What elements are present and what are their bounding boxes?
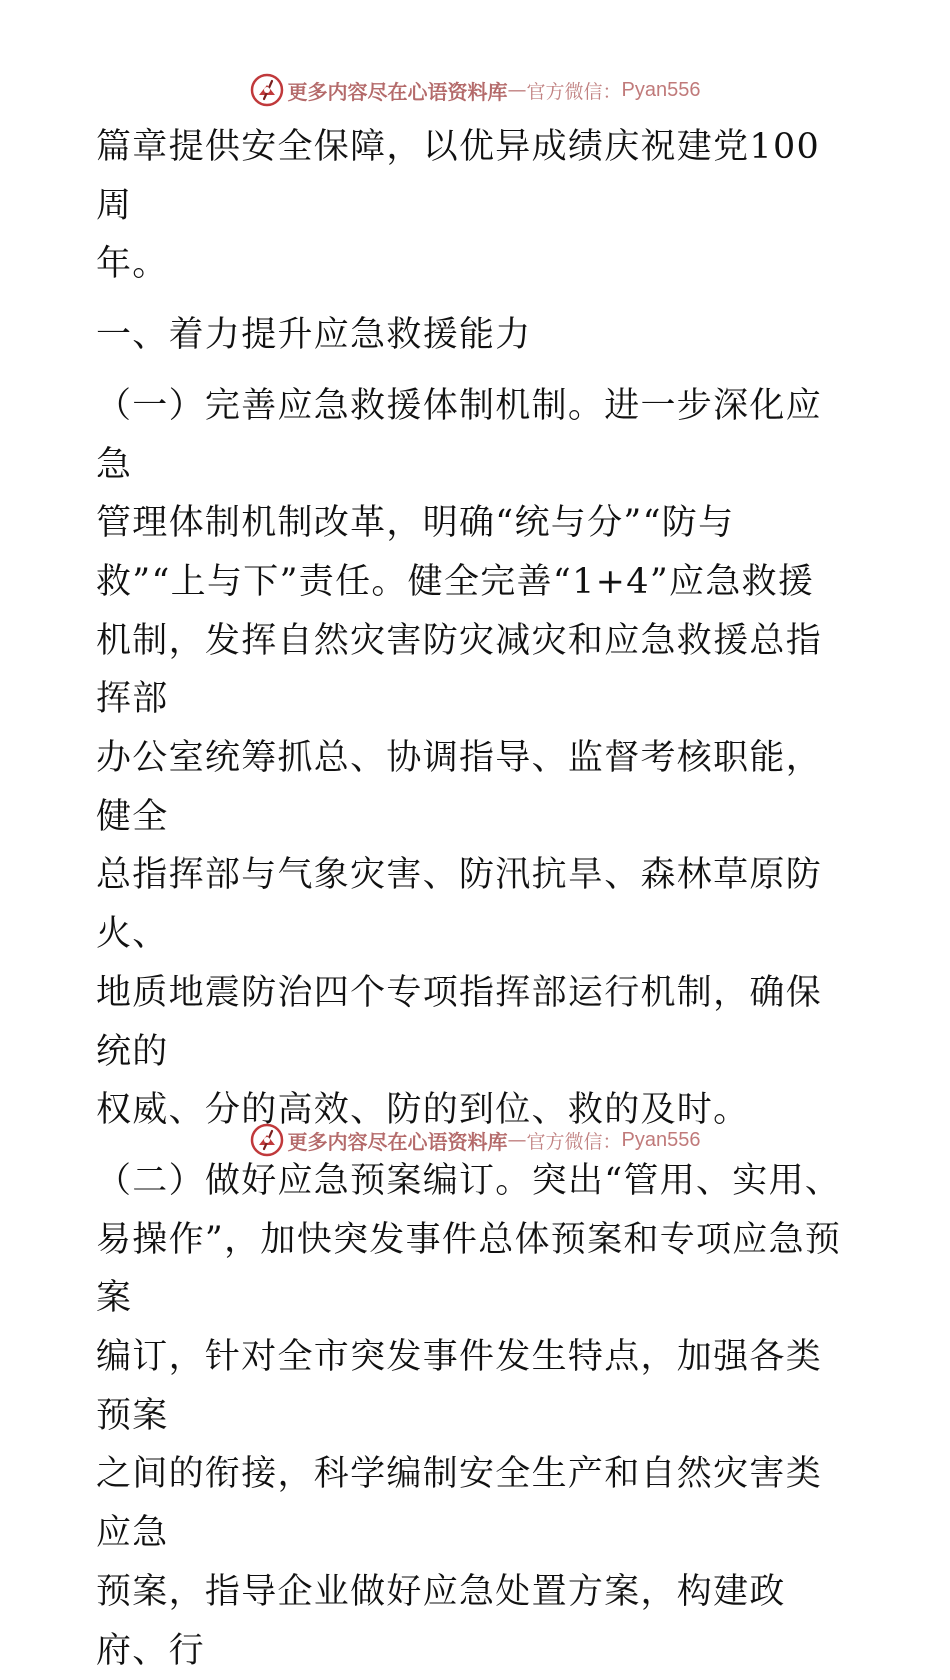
text-line: （二）做好应急预案编订。突出“管用、实用、	[96, 1160, 842, 1201]
footer-watermark	[0, 1120, 950, 1160]
text-line: 地质地震防治四个专项指挥部运行机制，确保统的	[96, 972, 823, 1072]
watermark-wechat-id: Pyan556	[621, 78, 701, 101]
text-line: 总指挥部与气象灾害、防汛抗旱、森林草原防火、	[96, 855, 823, 955]
text-line: 机制，发挥自然灾害防灾减灾和应急救援总指挥部	[96, 620, 823, 720]
watermark-wechat-label: 官方微信：	[526, 80, 622, 103]
text-line: 权威、分的高效、防的到位、救的及时。	[96, 1090, 750, 1131]
document-body	[96, 118, 856, 1680]
watermark-dash: —	[507, 1129, 527, 1151]
text-line: 救”“上与下”责任。健全完善“1+4”应急救援	[96, 561, 815, 602]
text-line: 预案，指导企业做好应急处置方案，构建政府、行	[96, 1571, 786, 1671]
text-line: 篇章提供安全保障，以优异成绩庆祝建党100周	[96, 127, 821, 226]
book-quill-logo-icon	[250, 73, 284, 107]
text-line: 编订，针对全市突发事件发生特点，加强各类预案	[96, 1337, 823, 1436]
text-line: 年。	[96, 244, 169, 285]
text-line: 易操作”，加快突发事件总体预案和专项应急预案	[96, 1219, 842, 1319]
text-line: 管理体制机制改革，明确“统与分”“防与	[96, 503, 735, 544]
watermark-wechat-id: Pyan556	[621, 1128, 701, 1151]
section-heading: 一、着力提升应急救援能力	[96, 315, 532, 356]
watermark-dash: —	[507, 79, 527, 101]
watermark-wechat-label: 官方微信：	[526, 1130, 622, 1153]
text-line: 之间的衔接，科学编制安全生产和自然灾害类应急	[96, 1454, 823, 1554]
book-quill-logo-icon	[250, 1123, 284, 1157]
header-watermark	[0, 70, 950, 110]
watermark-main-text: 更多内容尽在心语资料库	[287, 1129, 508, 1154]
text-line: 办公室统筹抓总、协调指导、监督考核职能，健全	[96, 738, 823, 837]
watermark-main-text: 更多内容尽在心语资料库	[287, 79, 508, 104]
text-line: （一）完善应急救援体制机制。进一步深化应急	[96, 385, 823, 485]
